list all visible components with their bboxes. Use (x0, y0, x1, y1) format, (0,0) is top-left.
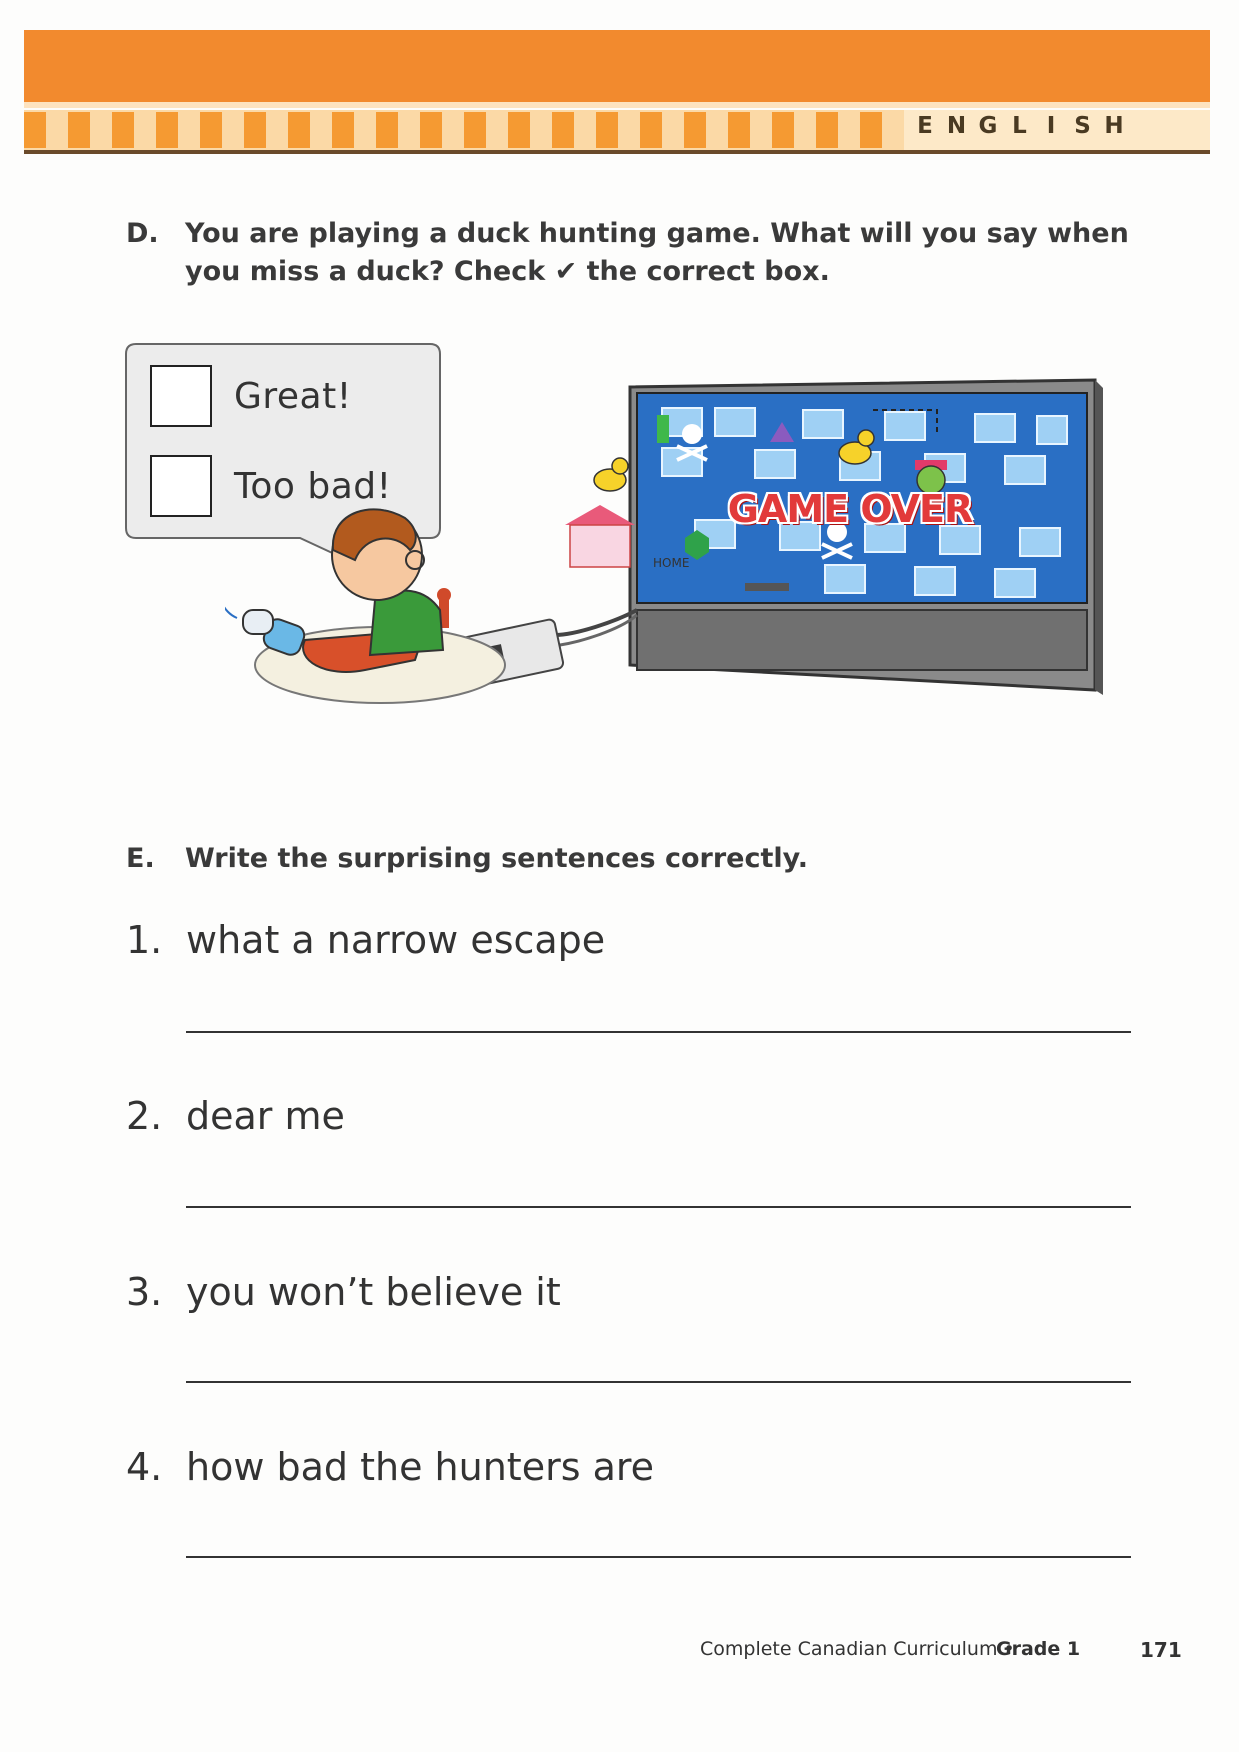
item-number: 3. (126, 1270, 163, 1314)
section-e-letter: E. (126, 843, 155, 874)
boy-icon (225, 509, 443, 672)
section-d-letter: D. (126, 218, 159, 249)
answer-line-1[interactable] (186, 1031, 1131, 1033)
page-number: 171 (1140, 1638, 1182, 1662)
page-footer (700, 1638, 1180, 1668)
subject-letter: I (1046, 113, 1056, 139)
subject-letter: E (917, 113, 933, 139)
item-number: 4. (126, 1445, 163, 1489)
item-text: you won’t believe it (186, 1270, 561, 1314)
game-illustration (225, 360, 1110, 800)
subject-letter: L (1012, 113, 1027, 139)
tv-icon (565, 380, 1103, 695)
subject-letter: H (1104, 113, 1124, 139)
answer-line-4[interactable] (186, 1556, 1131, 1558)
item-number: 1. (126, 918, 163, 962)
section-d-prompt-line1: You are playing a duck hunting game. What will you say when (185, 218, 1129, 249)
section-d-prompt-line2: you miss a duck? Check ✔ the correct box. (185, 256, 830, 287)
game-over-text: GAME OVER (727, 487, 973, 531)
checkbox-too-bad[interactable] (150, 455, 212, 517)
item-number: 2. (126, 1094, 163, 1138)
option-great-label: Great! (234, 375, 352, 417)
section-e-prompt: Write the surprising sentences correctly. (185, 843, 808, 874)
checkbox-great[interactable] (150, 365, 212, 427)
footer-grade: Grade 1 (996, 1638, 1081, 1660)
answer-line-2[interactable] (186, 1206, 1131, 1208)
subject-letter: N (946, 113, 967, 139)
subject-label (912, 112, 1127, 140)
subject-letter: G (978, 113, 998, 139)
footer-title: Complete Canadian Curriculum • (700, 1638, 1015, 1660)
subject-letter: S (1074, 113, 1091, 139)
home-label: HOME (653, 556, 690, 570)
option-too-bad-label: Too bad! (234, 465, 392, 507)
item-text: what a narrow escape (186, 918, 606, 962)
item-text: how bad the hunters are (186, 1445, 655, 1489)
answer-line-3[interactable] (186, 1381, 1131, 1383)
item-text: dear me (186, 1094, 345, 1138)
